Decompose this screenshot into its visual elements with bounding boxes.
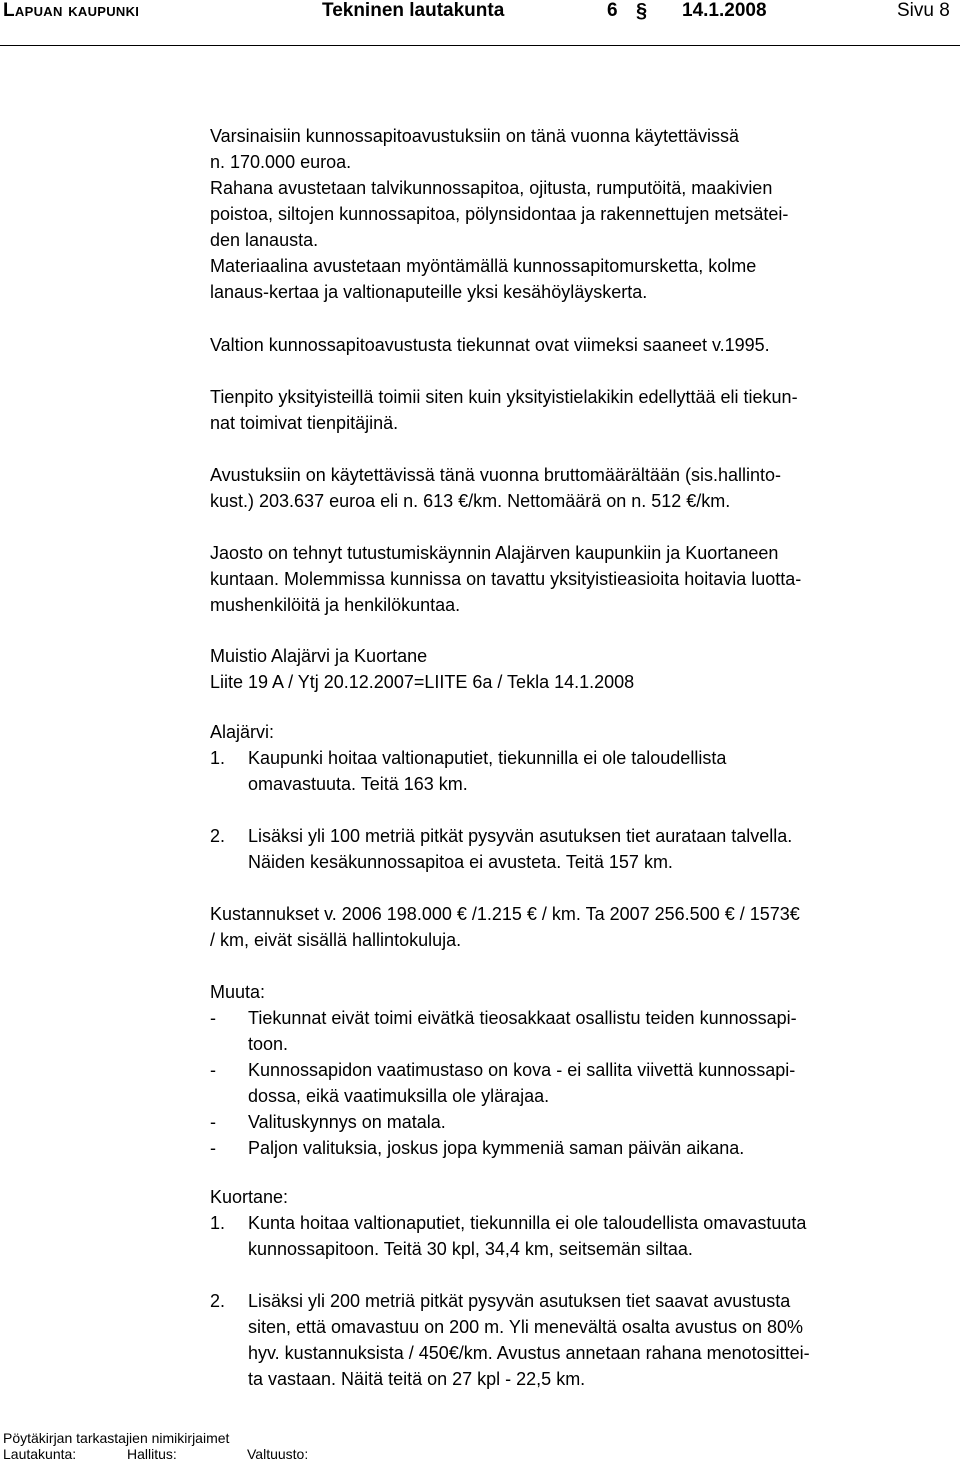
section-muuta bbox=[210, 979, 952, 1161]
initials-council: Valtuusto: bbox=[247, 1446, 309, 1462]
header-divider bbox=[0, 45, 960, 46]
numbered-item bbox=[210, 1210, 952, 1262]
item-marker: - bbox=[210, 1060, 216, 1080]
text-line: omavastuuta. Teitä 163 km. bbox=[248, 774, 468, 794]
text-line: Lisäksi yli 100 metriä pitkät pysyvän asutuksen tiet aurataan talvella. bbox=[248, 826, 793, 846]
section-alajarvi bbox=[210, 719, 952, 797]
text-line: / km, eivät sisällä hallintokuluja. bbox=[210, 930, 462, 950]
footer-signatures-label: Pöytäkirjan tarkastajien nimikirjaimet bbox=[3, 1430, 230, 1446]
section-heading: Kuortane: bbox=[210, 1187, 289, 1207]
list-item bbox=[210, 1057, 952, 1109]
text-line: Muistio Alajärvi ja Kuortane bbox=[210, 646, 428, 666]
section-number: 6 bbox=[607, 0, 618, 21]
numbered-item bbox=[210, 745, 952, 797]
text-line: nat toimivat tienpitäjinä. bbox=[210, 413, 399, 433]
text-line: mushenkilöitä ja henkilökuntaa. bbox=[210, 595, 461, 615]
text-line: Valtion kunnossapitoavustusta tiekunnat ovat viimeksi saaneet v.1995. bbox=[210, 335, 770, 355]
text-line: Tienpito yksityisteillä toimii siten kuin yksityistielakikin edellyttää eli tiekun- bbox=[210, 387, 798, 407]
paragraph-costs bbox=[210, 901, 952, 953]
text-line: Avustuksiin on käytettävissä tänä vuonna bruttomäärältään (sis.hallinto- bbox=[210, 465, 781, 485]
section-kuortane bbox=[210, 1184, 952, 1262]
text-line: Varsinaisiin kunnossapitoavustuksiin on tänä vuonna käytettävissä bbox=[210, 126, 739, 146]
paragraph-visit bbox=[210, 540, 952, 618]
item-marker: - bbox=[210, 1112, 216, 1132]
organization-name: Lapuan kaupunki bbox=[3, 0, 140, 21]
numbered-item bbox=[210, 1288, 952, 1392]
item-marker: 2. bbox=[210, 826, 226, 846]
text-line: n. 170.000 euroa. bbox=[210, 152, 352, 172]
text-line: Lisäksi yli 200 metriä pitkät pysyvän asutuksen tiet saavat avustusta bbox=[248, 1291, 791, 1311]
section-heading: Alajärvi: bbox=[210, 722, 275, 742]
text-line: Rahana avustetaan talvikunnossapitoa, ojitusta, rumputöitä, maakivien bbox=[210, 178, 773, 198]
initials-board: Lautakunta: bbox=[3, 1446, 77, 1462]
paragraph-subsidy-amounts bbox=[210, 462, 952, 514]
text-line: Materiaalina avustetaan myöntämällä kunnossapitomursketta, kolme bbox=[210, 256, 757, 276]
list-item bbox=[210, 1135, 952, 1161]
item-marker: - bbox=[210, 1138, 216, 1158]
page-header bbox=[0, 0, 960, 28]
item-marker: 2. bbox=[210, 1291, 226, 1311]
text-line: den lanausta. bbox=[210, 230, 319, 250]
section-mark: § bbox=[636, 0, 648, 22]
item-marker: - bbox=[210, 1008, 216, 1028]
text-line: kuntaan. Molemmissa kunnissa on tavattu yksityistieasioita hoitavia luotta- bbox=[210, 569, 802, 589]
list-item bbox=[210, 1005, 952, 1057]
text-line: Kustannukset v. 2006 198.000 € /1.215 € / km. Ta 2007 256.500 € / 1573€ bbox=[210, 904, 800, 924]
paragraph-road-maintenance bbox=[210, 384, 952, 436]
text-line: dossa, eikä vaatimuksilla ole ylärajaa. bbox=[248, 1086, 550, 1106]
paragraph-attachment bbox=[210, 643, 952, 695]
text-line: kunnossapitoon. Teitä 30 kpl, 34,4 km, seitsemän siltaa. bbox=[248, 1239, 693, 1259]
text-line: Näiden kesäkunnossapitoa ei avusteta. Teitä 157 km. bbox=[248, 852, 673, 872]
text-line: Kunta hoitaa valtionaputiet, tiekunnilla ei ole taloudellista omavastuuta bbox=[248, 1213, 807, 1233]
section-alajarvi-item-2 bbox=[210, 823, 952, 875]
text-line: hyv. kustannuksista / 450€/km. Avustus annetaan rahana menotosittei- bbox=[248, 1343, 810, 1363]
section-heading: Muuta: bbox=[210, 982, 266, 1002]
text-line: kust.) 203.637 euroa eli n. 613 €/km. Nettomäärä on n. 512 €/km. bbox=[210, 491, 731, 511]
numbered-item bbox=[210, 823, 952, 875]
text-line: siten, että omavastuu on 200 m. Yli menevältä osalta avustus on 80% bbox=[248, 1317, 803, 1337]
text-line: Tiekunnat eivät toimi eivätkä tieosakkaat osallistu teiden kunnossapi- bbox=[248, 1008, 797, 1028]
paragraph-funding bbox=[210, 123, 952, 305]
text-line: Kaupunki hoitaa valtionaputiet, tiekunnilla ei ole taloudellista bbox=[248, 748, 727, 768]
text-line: toon. bbox=[248, 1034, 289, 1054]
text-line: Kunnossapidon vaatimustaso on kova - ei sallita viivettä kunnossapi- bbox=[248, 1060, 796, 1080]
text-line: Valituskynnys on matala. bbox=[248, 1112, 446, 1132]
board-name: Tekninen lautakunta bbox=[322, 0, 505, 21]
meeting-date: 14.1.2008 bbox=[682, 0, 767, 21]
item-marker: 1. bbox=[210, 748, 226, 768]
list-item bbox=[210, 1109, 952, 1135]
text-line: poistoa, siltojen kunnossapitoa, pölynsidontaa ja rakennettujen metsätei- bbox=[210, 204, 789, 224]
paragraph-state-aid bbox=[210, 332, 952, 358]
item-marker: 1. bbox=[210, 1213, 226, 1233]
text-line: ta vastaan. Näitä teitä on 27 kpl - 22,5 km. bbox=[248, 1369, 586, 1389]
text-line: Liite 19 A / Ytj 20.12.2007=LIITE 6a / Tekla 14.1.2008 bbox=[210, 672, 635, 692]
initials-government: Hallitus: bbox=[127, 1446, 177, 1462]
text-line: lanaus-kertaa ja valtionaputeille yksi kesähöyläyskerta. bbox=[210, 282, 648, 302]
text-line: Paljon valituksia, joskus jopa kymmeniä saman päivän aikana. bbox=[248, 1138, 745, 1158]
section-kuortane-item-2 bbox=[210, 1288, 952, 1392]
text-line: Jaosto on tehnyt tutustumiskäynnin Alajärven kaupunkiin ja Kuortaneen bbox=[210, 543, 779, 563]
page-number: Sivu 8 bbox=[897, 0, 950, 21]
